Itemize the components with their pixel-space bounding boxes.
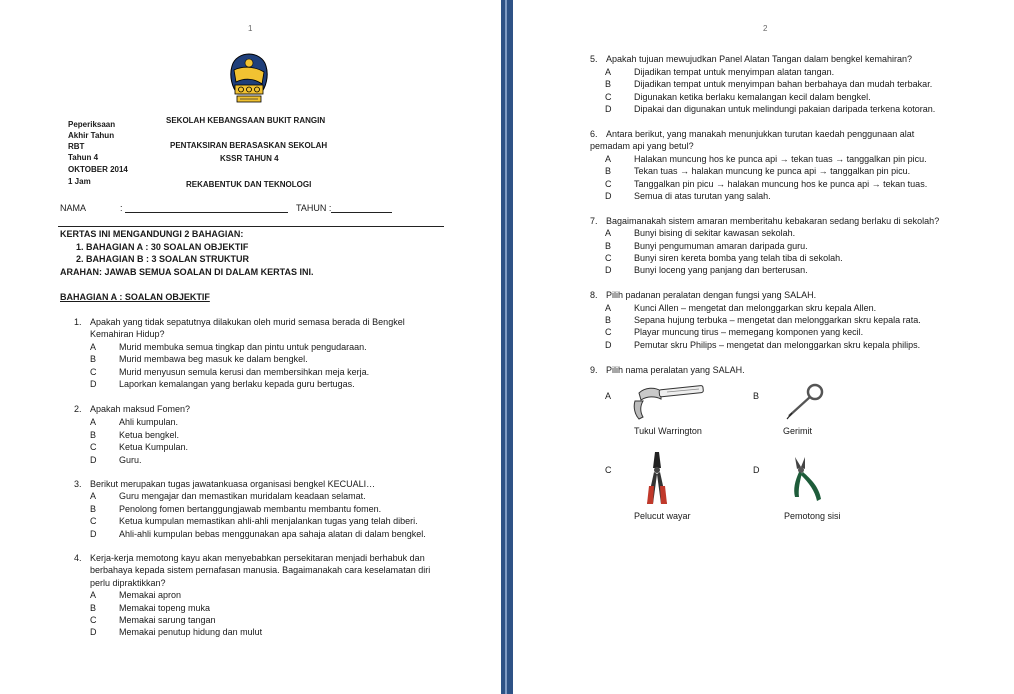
option-letter: D bbox=[605, 340, 612, 350]
question-line: berbahaya kepada sistem pernafasan manusia. Bagaimanakah cara keselamatan diri bbox=[90, 565, 431, 576]
school-crest-logo bbox=[226, 52, 272, 108]
question-number: 8. bbox=[590, 290, 598, 300]
option-letter: A bbox=[605, 228, 612, 238]
option-letter: D bbox=[605, 191, 612, 201]
option-letter: A bbox=[605, 303, 612, 313]
school-name: SEKOLAH KEBANGSAAN BUKIT RANGIN bbox=[166, 116, 326, 125]
option-text: Ahli kumpulan. bbox=[119, 417, 179, 427]
option-text: Memakai topeng muka bbox=[119, 603, 211, 613]
question-text bbox=[90, 316, 430, 341]
option-letter: D bbox=[605, 265, 612, 275]
option-text: Murid membawa beg masuk ke dalam bengkel. bbox=[119, 354, 308, 364]
question-number: 4. bbox=[74, 553, 82, 563]
option-text: Guru. bbox=[119, 455, 142, 465]
header-left-line: Akhir Tahun bbox=[68, 131, 115, 140]
option-letter: D bbox=[90, 379, 97, 389]
option-letter: A bbox=[605, 391, 612, 401]
wire-stripper-icon bbox=[641, 450, 673, 506]
question-number: 3. bbox=[74, 479, 82, 489]
option-text: Sepana hujung terbuka – mengetat dan melonggarkan skru kepala rata. bbox=[634, 315, 921, 325]
option-letter: D bbox=[90, 455, 97, 465]
year-blank-line bbox=[331, 212, 392, 213]
option-letter: A bbox=[605, 154, 612, 164]
option-letter: B bbox=[605, 315, 612, 325]
question-line: pemadam api yang betul? bbox=[590, 141, 694, 151]
option-text: Murid menyusun semula kerusi dan membersihkan meja kerja. bbox=[119, 367, 370, 377]
question-line: Pilih nama peralatan yang SALAH. bbox=[606, 365, 745, 375]
option-letter: D bbox=[90, 627, 97, 637]
section-title: BAHAGIAN A : SOALAN OBJEKTIF bbox=[60, 292, 210, 302]
level-title: KSSR TAHUN 4 bbox=[220, 154, 279, 163]
question-line: Bagaimanakah sistem amaran memberitahu kebakaran sedang berlaku di sekolah? bbox=[606, 216, 940, 226]
instruction-item: 2. BAHAGIAN B : 3 SOALAN STRUKTUR bbox=[76, 254, 250, 264]
option-text: Dijadikan tempat untuk menyimpan alatan tangan. bbox=[634, 67, 835, 77]
question-text bbox=[90, 552, 450, 589]
option-letter: B bbox=[753, 391, 760, 401]
header-left-line: 1 Jam bbox=[68, 177, 91, 186]
instruction-line: KERTAS INI MENGANDUNGI 2 BAHAGIAN: bbox=[60, 229, 244, 239]
option-letter: A bbox=[605, 67, 612, 77]
year-label: TAHUN : bbox=[296, 203, 332, 213]
option-text: Halakan muncung hos ke punca api → tekan tuas → tanggalkan pin picu. bbox=[634, 154, 927, 164]
question-line: Berikut merupakan tugas jawatankuasa organisasi bengkel KECUALI… bbox=[90, 479, 376, 489]
option-text: Tekan tuas → halakan muncung ke punca api → tanggalkan pin picu. bbox=[634, 166, 911, 176]
tool-caption: Pelucut wayar bbox=[634, 511, 691, 521]
option-text: Ketua Kumpulan. bbox=[119, 442, 189, 452]
question-line: Pilih padanan peralatan dengan fungsi yang SALAH. bbox=[606, 290, 817, 300]
option-text: Memakai penutup hidung dan mulut bbox=[119, 627, 263, 637]
name-blank-line bbox=[125, 212, 288, 213]
question-line: Kerja-kerja memotong kayu akan menyebabkan persekitaran menjadi berhabuk dan bbox=[90, 553, 425, 563]
question-line: Antara berikut, yang manakah menunjukkan turutan kaedah penggunaan alat bbox=[606, 129, 915, 139]
option-text: Laporkan kemalangan yang berlaku kepada guru bertugas. bbox=[119, 379, 355, 389]
question-number: 6. bbox=[590, 129, 598, 139]
option-text: Bunyi bising di sekitar kawasan sekolah. bbox=[634, 228, 796, 238]
option-letter: C bbox=[605, 179, 612, 189]
question-line: perlu dipraktikkan? bbox=[90, 577, 166, 588]
instruction-item: 1. BAHAGIAN A : 30 SOALAN OBJEKTIF bbox=[76, 242, 249, 252]
option-letter: A bbox=[90, 491, 97, 501]
option-letter: B bbox=[605, 241, 612, 251]
option-text: Guru mengajar dan memastikan muridalam keadaan selamat. bbox=[119, 491, 366, 501]
option-letter: B bbox=[90, 603, 97, 613]
question-number: 7. bbox=[590, 216, 598, 226]
question-line: Kemahiran Hidup? bbox=[90, 329, 165, 340]
option-letter: C bbox=[90, 516, 97, 526]
option-text: Penolong fomen bertanggungjawab membantu membantu fomen. bbox=[119, 504, 382, 514]
option-text: Ketua kumpulan memastikan ahli-ahli menjalankan tugas yang telah diberi. bbox=[119, 516, 418, 526]
question-number: 9. bbox=[590, 365, 598, 375]
subject-title: REKABENTUK DAN TEKNOLOGI bbox=[186, 180, 312, 189]
option-text: Memakai apron bbox=[119, 590, 182, 600]
exam-page-2 bbox=[513, 0, 1014, 694]
option-letter: A bbox=[90, 417, 97, 427]
question-number: 1. bbox=[74, 317, 82, 327]
option-text: Digunakan ketika berlaku kemalangan kecil dalam bengkel. bbox=[634, 92, 871, 102]
instruction-line: ARAHAN: JAWAB SEMUA SOALAN DI DALAM KERTAS INI. bbox=[60, 267, 314, 277]
tool-caption: Gerimit bbox=[783, 426, 812, 436]
header-divider bbox=[58, 226, 444, 227]
hammer-icon bbox=[631, 383, 707, 423]
option-text: Tanggalkan pin picu → halakan muncung hos ke punca api → tekan tuas. bbox=[634, 179, 928, 189]
name-label: NAMA bbox=[60, 203, 87, 213]
side-cutter-icon bbox=[785, 453, 829, 507]
question-line: Apakah yang tidak sepatutnya dilakukan oleh murid semasa berada di Bengkel bbox=[90, 317, 405, 327]
option-letter: B bbox=[90, 430, 97, 440]
question-number: 5. bbox=[590, 54, 598, 64]
option-letter: B bbox=[90, 354, 97, 364]
option-letter: C bbox=[605, 92, 612, 102]
option-text: Bunyi pengumuman amaran daripada guru. bbox=[634, 241, 808, 251]
tool-caption: Pemotong sisi bbox=[784, 511, 841, 521]
option-text: Memakai sarung tangan bbox=[119, 615, 216, 625]
page-divider bbox=[501, 0, 513, 694]
option-letter: C bbox=[90, 442, 97, 452]
option-letter: B bbox=[90, 504, 97, 514]
option-letter: D bbox=[605, 104, 612, 114]
option-text: Dipakai dan digunakan untuk melindungi pakaian daripada terkena kotoran. bbox=[634, 104, 936, 114]
header-left-line: RBT bbox=[68, 142, 85, 151]
option-letter: C bbox=[90, 615, 97, 625]
header-left-line: OKTOBER 2014 bbox=[68, 165, 128, 174]
assessment-title: PENTAKSIRAN BERASASKAN SEKOLAH bbox=[170, 141, 328, 150]
option-text: Bunyi siren kereta bomba yang telah tiba di sekolah. bbox=[634, 253, 843, 263]
header-left-line: Tahun 4 bbox=[68, 153, 99, 162]
option-letter: D bbox=[90, 529, 97, 539]
option-letter: B bbox=[605, 166, 612, 176]
option-text: Playar muncung tirus – memegang komponen yang kecil. bbox=[634, 327, 864, 337]
header-left-line: Peperiksaan bbox=[68, 120, 116, 129]
option-letter: B bbox=[605, 79, 612, 89]
question-line: Apakah maksud Fomen? bbox=[90, 404, 191, 414]
option-letter: C bbox=[605, 465, 612, 475]
page-number: 2 bbox=[763, 24, 768, 33]
option-text: Kunci Allen – mengetat dan melonggarkan skru kepala Allen. bbox=[634, 303, 877, 313]
tool-caption: Tukul Warrington bbox=[634, 426, 702, 436]
option-text: Murid membuka semua tingkap dan pintu untuk pengudaraan. bbox=[119, 342, 367, 352]
question-line: Apakah tujuan mewujudkan Panel Alatan Tangan dalam bengkel kemahiran? bbox=[606, 54, 913, 64]
option-letter: C bbox=[605, 327, 612, 337]
option-text: Ketua bengkel. bbox=[119, 430, 180, 440]
question-text bbox=[606, 128, 946, 140]
option-text: Semua di atas turutan yang salah. bbox=[634, 191, 771, 201]
option-text: Pemutar skru Philips – mengetat dan melonggarkan skru kepala philips. bbox=[634, 340, 921, 350]
question-number: 2. bbox=[74, 404, 82, 414]
name-colon: : bbox=[120, 203, 123, 213]
option-text: Bunyi loceng yang panjang dan berterusan. bbox=[634, 265, 808, 275]
option-text: Ahli-ahli kumpulan bebas menggunakan apa sahaja alatan di dalam bengkel. bbox=[119, 529, 426, 539]
option-letter: D bbox=[753, 465, 760, 475]
option-text: Dijadikan tempat untuk menyimpan bahan berbahaya dan mudah terbakar. bbox=[634, 79, 933, 89]
option-letter: A bbox=[90, 342, 97, 352]
option-letter: C bbox=[605, 253, 612, 263]
option-letter: A bbox=[90, 590, 97, 600]
page-number: 1 bbox=[248, 24, 253, 33]
exam-page-1 bbox=[0, 0, 501, 694]
option-letter: C bbox=[90, 367, 97, 377]
gimlet-icon bbox=[783, 382, 827, 422]
